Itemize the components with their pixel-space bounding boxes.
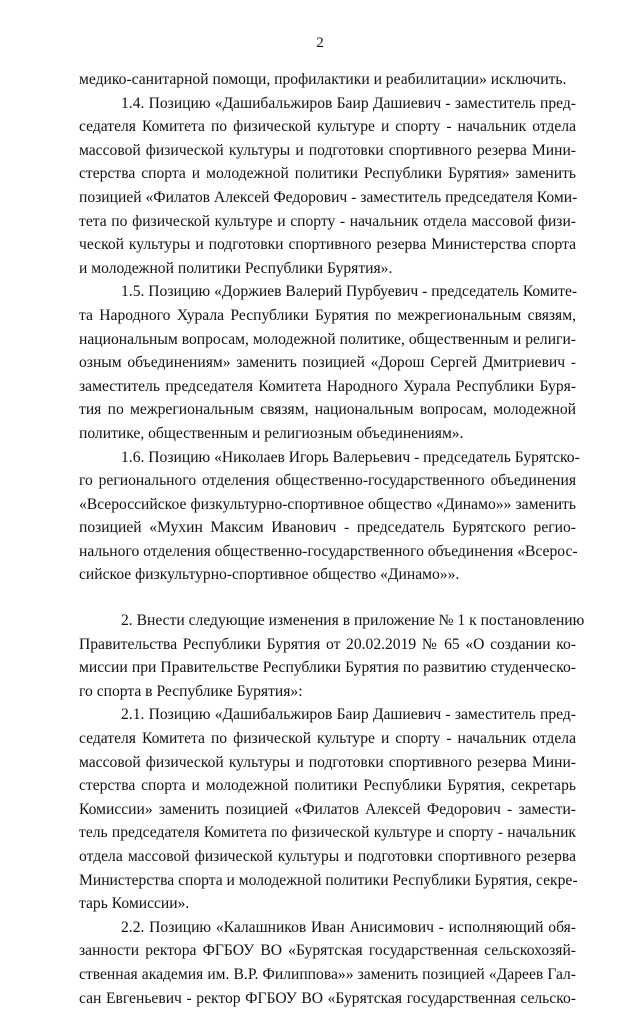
- text-line: озным объединениям» заменить позицией «Дорош Сергей Дмитриевич -: [79, 354, 576, 372]
- document-body: [79, 68, 585, 1010]
- text-line: миссии при Правительстве Республики Бурятия по развитию студенческо-: [79, 659, 576, 677]
- paragraph-1-4: [79, 92, 576, 281]
- page-number: 2: [316, 35, 324, 51]
- paragraph-2-2: [79, 916, 576, 1010]
- text-line: позицией «Мухин Максим Иванович - председатель Бурятского регио-: [79, 519, 576, 537]
- text-line: заместитель председателя Комитета Народного Хурала Республики Буря-: [79, 377, 576, 395]
- text-line: сан Евгеньевич - ректор ФГБОУ ВО «Бурятская государственная сельско-: [79, 989, 576, 1007]
- text-line: та Народного Хурала Республики Бурятия по межрегиональным связям,: [79, 306, 576, 324]
- text-line: ческой культуры и подготовки спортивного резерва Министерства спорта: [79, 236, 576, 254]
- text-line: позицией «Филатов Алексей Федорович - заместитель председателя Коми-: [79, 188, 578, 206]
- text-line: массовой физической культуры и подготовки спортивного резерва Мини-: [79, 753, 576, 771]
- paragraph-1-5: [79, 280, 576, 445]
- text-line: отдела массовой физической культуры и подготовки спортивного резерва: [79, 848, 576, 865]
- text-line: Правительства Республики Бурятия от 20.02.2019 № 65 «О создании ко-: [79, 635, 576, 653]
- text-line: 1.4. Позицию «Дашибальжиров Баир Дашиевич - заместитель пред-: [121, 94, 576, 112]
- text-line: политике, общественным и религиозным объединениям».: [79, 424, 464, 442]
- text-line: занности ректора ФГБОУ ВО «Бурятская государственная сельскохозяй-: [79, 942, 576, 960]
- text-line: 2.1. Позицию «Дашибальжиров Баир Дашиевич - заместитель пред-: [121, 706, 576, 724]
- text-line: «Всероссийское физкультурно-спортивное общество «Динамо»» заменить: [79, 495, 576, 513]
- text-line: стерства спорта и молодежной политики Республики Бурятия, секретарь: [79, 777, 576, 795]
- paragraph-1-6: [79, 446, 580, 588]
- text-line: и молодежной политики Республики Бурятия».: [79, 259, 393, 277]
- text-line: массовой физической культуры и подготовки спортивного резерва Мини-: [79, 141, 576, 159]
- paragraph-2: [79, 609, 585, 703]
- text-line: тарь Комиссии».: [79, 895, 190, 913]
- text-line: тета по физической культуре и спорту - начальник отдела массовой физи-: [79, 212, 576, 230]
- paragraph-spacer: [79, 587, 576, 609]
- text-line: Министерства спорта и молодежной политики Республики Бурятия, секре-: [79, 871, 578, 889]
- text-line: 1.5. Позицию «Доржиев Валерий Пурбуевич - председатель Комите-: [121, 283, 578, 301]
- text-line: нального отделения общественно-государственного объединения «Всерос-: [79, 542, 578, 560]
- text-line: 2.2. Позицию «Калашников Иван Анисимович - исполняющий обя-: [121, 918, 576, 936]
- text-line: тель председателя Комитета по физической культуре и спорту - начальник: [79, 824, 576, 842]
- text-line: го регионального отделения общественно-государственного объединения: [79, 472, 576, 490]
- text-line: ственная академия им. В.Р. Филиппова»» заменить позицией «Дареев Гал-: [79, 965, 576, 983]
- text-line: 2. Внести следующие изменения в приложение № 1 к постановлению: [121, 612, 585, 630]
- paragraph-2-1: [79, 703, 576, 915]
- text-line: Комиссии» заменить позицией «Филатов Алексей Федорович - замести-: [79, 800, 576, 818]
- text-line: национальным вопросам, молодежной политике, общественным и религи-: [79, 330, 576, 348]
- text-line: тия по межрегиональным связям, национальным вопросам, молодежной: [79, 401, 576, 419]
- text-line: седателя Комитета по физической культуре и спорту - начальник отдела: [79, 118, 576, 136]
- text-line: медико-санитарной помощи, профилактики и реабилитации» исключить.: [79, 71, 567, 88]
- text-line: го спорта в Республике Бурятия»:: [79, 682, 303, 700]
- paragraph-continuation: [79, 68, 576, 92]
- text-line: седателя Комитета по физической культуре и спорту - начальник отдела: [79, 730, 576, 748]
- text-line: 1.6. Позицию «Николаев Игорь Валерьевич - председатель Бурятско-: [121, 448, 580, 466]
- text-line: сийское физкультурно-спортивное общество «Динамо»».: [79, 566, 460, 584]
- text-line: стерства спорта и молодежной политики Республики Бурятия» заменить: [79, 165, 576, 183]
